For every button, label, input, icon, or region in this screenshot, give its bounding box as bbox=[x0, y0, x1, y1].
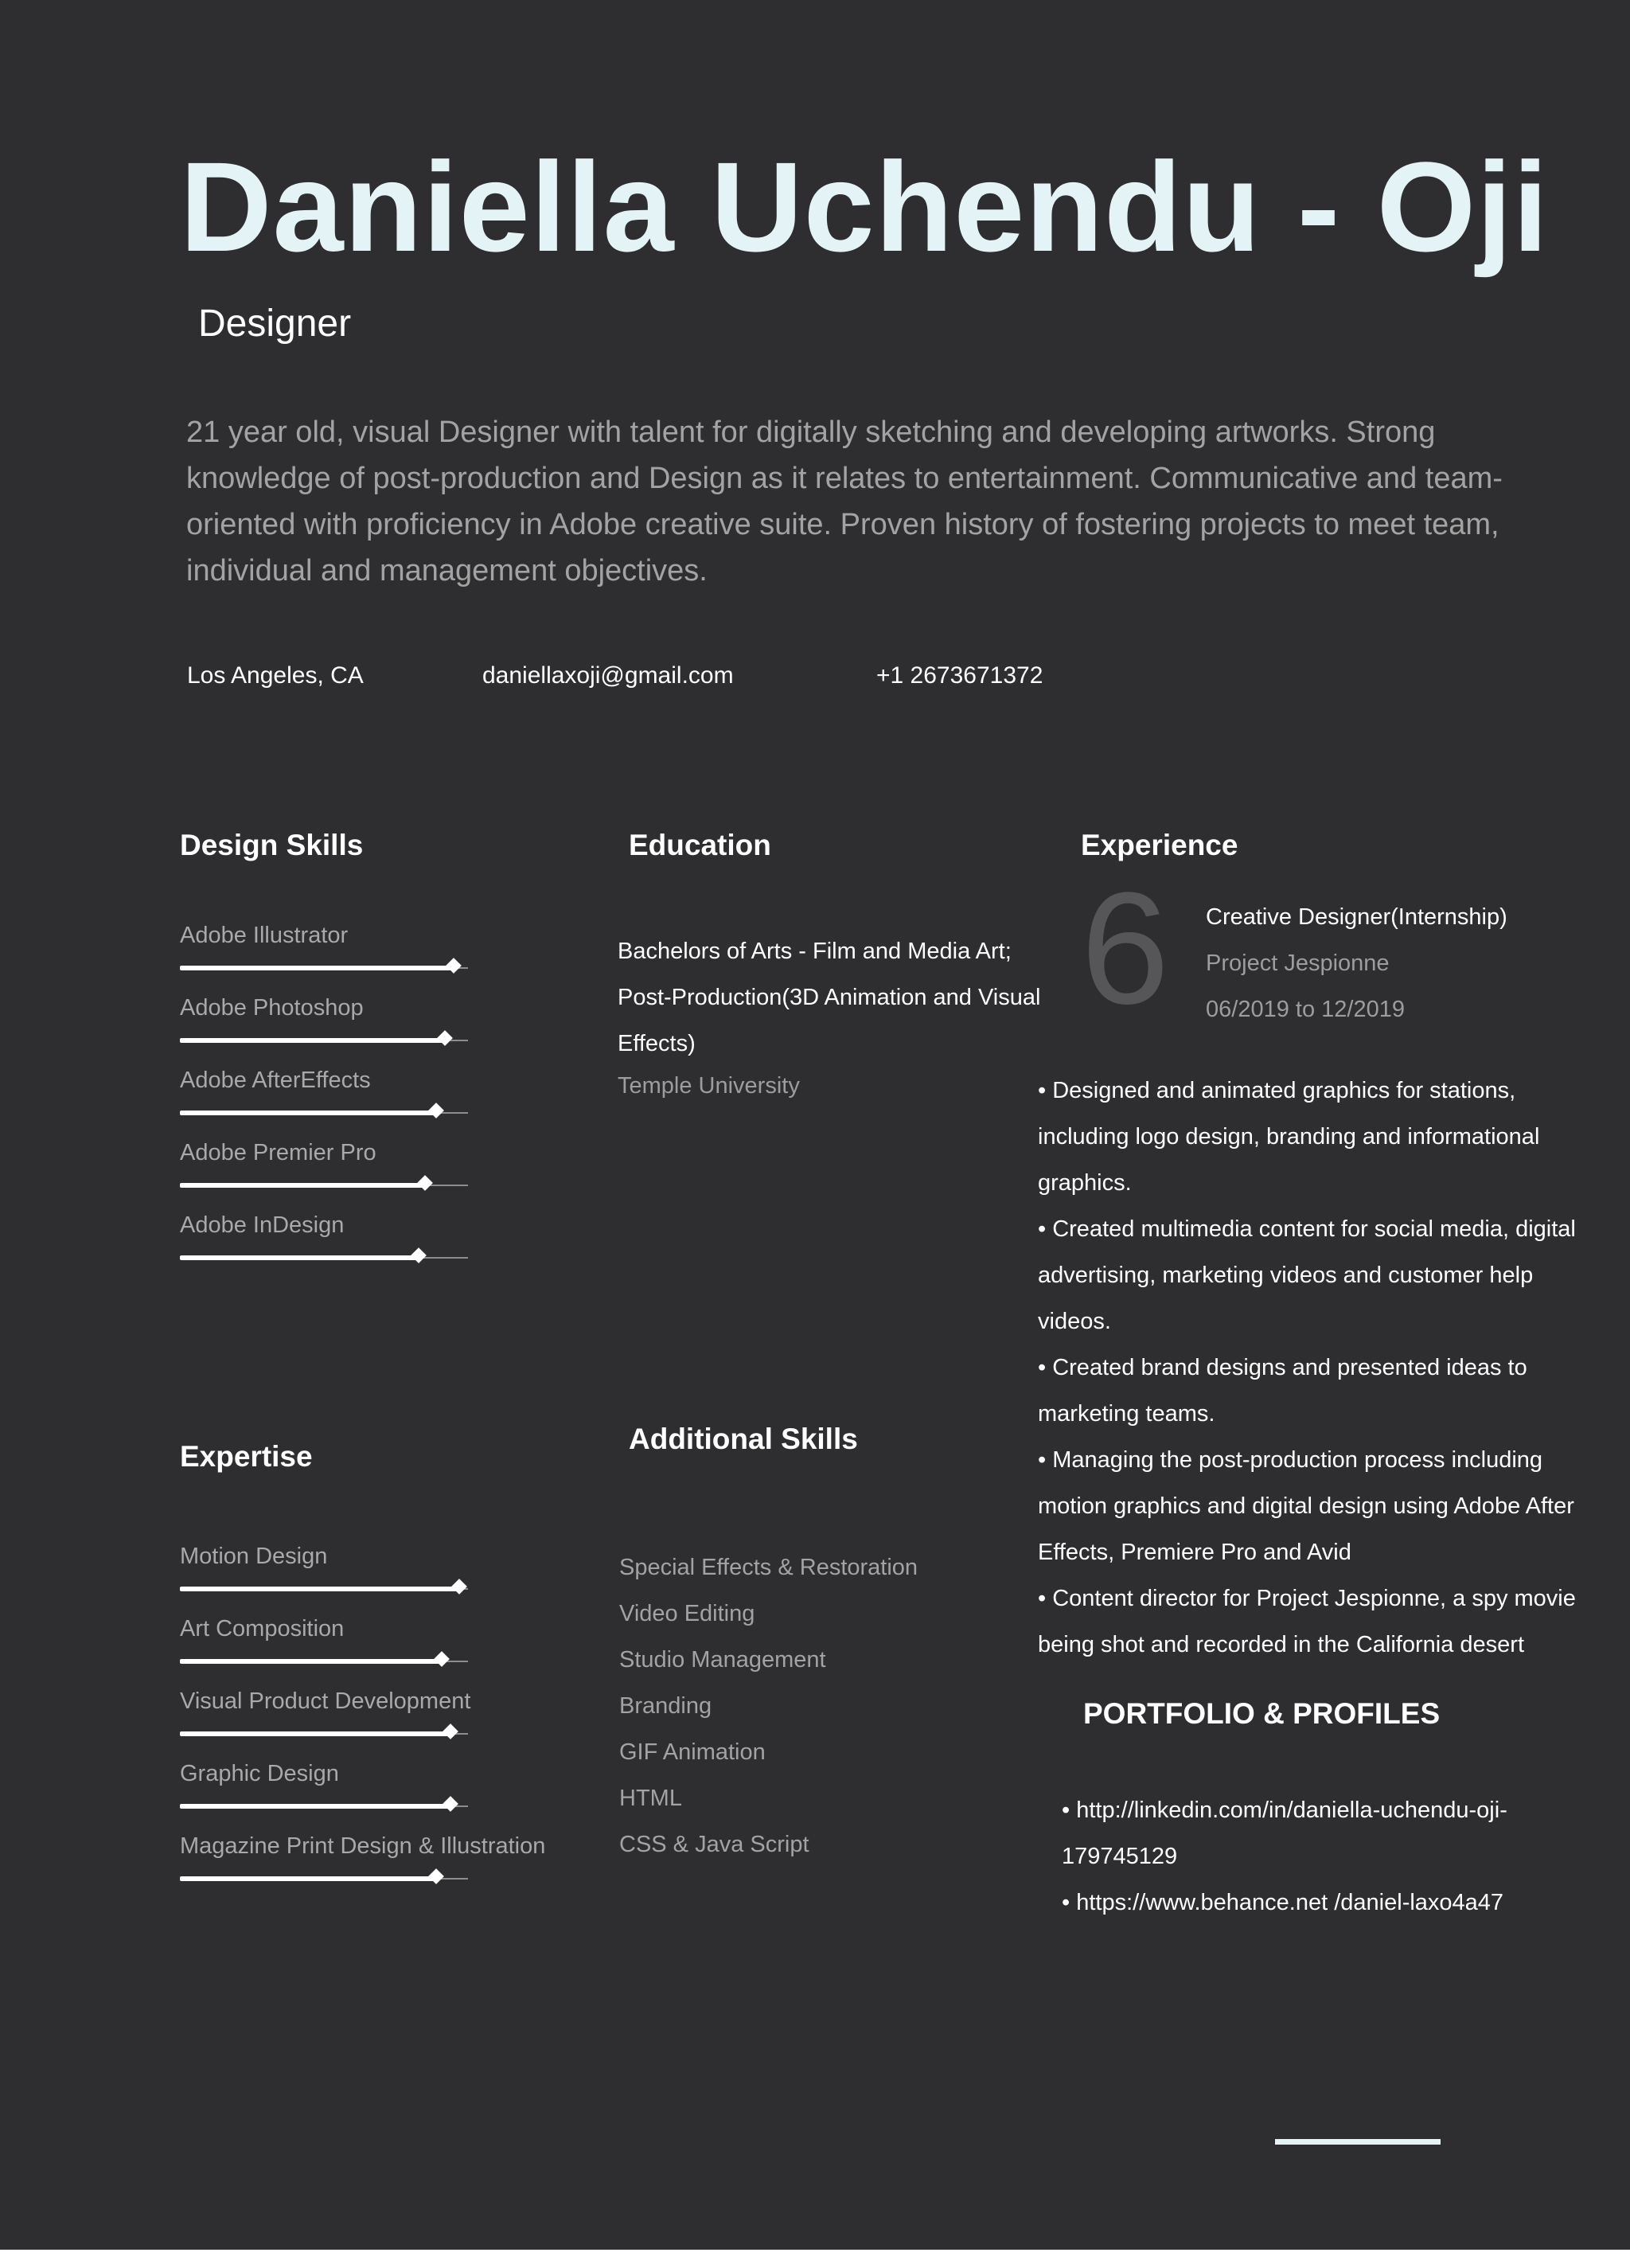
skill-item bbox=[180, 919, 498, 992]
expertise-level-bar bbox=[180, 1661, 468, 1662]
experience-job-title: Creative Designer(Internship) bbox=[1206, 904, 1507, 930]
expertise-level-marker bbox=[435, 1651, 450, 1667]
expertise-item bbox=[180, 1830, 546, 1903]
portfolio-heading: PORTFOLIO & PROFILES bbox=[1083, 1697, 1441, 1730]
additional-skills-list bbox=[619, 1544, 918, 1868]
contact-email: daniellaxoji@gmail.com bbox=[482, 662, 734, 689]
expertise-level-bar bbox=[180, 1733, 468, 1735]
skill-item bbox=[180, 1137, 498, 1209]
contact-phone: +1 2673671372 bbox=[876, 662, 1043, 689]
expertise-level-fill bbox=[180, 1587, 459, 1591]
portfolio-link-linkedin[interactable]: • http://linkedin.com/in/daniella-uchendu-oji-179745129 bbox=[1062, 1798, 1507, 1869]
skill-level-marker bbox=[437, 1030, 453, 1046]
skill-level-bar bbox=[180, 967, 468, 969]
experience-company: Project Jespionne bbox=[1206, 951, 1390, 976]
additional-skill-item: GIF Animation bbox=[619, 1739, 766, 1765]
skill-level-bar bbox=[180, 1112, 468, 1114]
expertise-level-fill bbox=[180, 1659, 442, 1664]
expertise-level-fill bbox=[180, 1731, 450, 1736]
experience-years-number: 6 bbox=[1081, 860, 1170, 1037]
skill-level-marker bbox=[411, 1247, 427, 1263]
expertise-level-marker bbox=[443, 1723, 458, 1739]
portfolio-link-list bbox=[1062, 1787, 1539, 1926]
additional-skills-heading: Additional Skills bbox=[629, 1423, 858, 1455]
skill-level-fill bbox=[180, 1255, 419, 1260]
additional-skill-item: HTML bbox=[619, 1786, 682, 1811]
experience-bullet: • Managing the post-production process including motion graphics and digital design using Adobe After Effects, Premiere Pro and Avid bbox=[1038, 1447, 1574, 1565]
skill-level-bar bbox=[180, 1040, 468, 1041]
education-degree: Bachelors of Arts - Film and Media Art; Post-Production(3D Animation and Visual Effects) bbox=[618, 939, 1041, 1056]
additional-skill-item: Video Editing bbox=[619, 1601, 755, 1626]
expertise-level-fill bbox=[180, 1876, 436, 1881]
skill-level-bar bbox=[180, 1257, 468, 1259]
skill-label: Adobe Photoshop bbox=[180, 995, 364, 1021]
skill-item bbox=[180, 992, 498, 1064]
design-skills-heading: Design Skills bbox=[180, 829, 364, 861]
expertise-level-bar bbox=[180, 1588, 468, 1590]
expertise-item bbox=[180, 1685, 498, 1758]
resume-role: Designer bbox=[198, 303, 352, 345]
skill-level-fill bbox=[180, 1111, 436, 1115]
expertise-item bbox=[180, 1758, 498, 1830]
expertise-level-fill bbox=[180, 1804, 450, 1809]
skill-item bbox=[180, 1064, 498, 1137]
contact-location: Los Angeles, CA bbox=[187, 662, 364, 689]
skill-label: Adobe Illustrator bbox=[180, 923, 349, 948]
resume-name: Daniella Uchendu - Oji bbox=[180, 135, 1550, 278]
experience-dates: 06/2019 to 12/2019 bbox=[1206, 997, 1405, 1022]
expertise-label: Visual Product Development bbox=[180, 1688, 471, 1714]
experience-heading: Experience bbox=[1081, 829, 1238, 861]
skill-label: Adobe Premier Pro bbox=[180, 1140, 376, 1165]
education-heading: Education bbox=[629, 829, 771, 861]
skill-level-fill bbox=[180, 1038, 445, 1043]
experience-bullet: • Content director for Project Jespionne, a spy movie being shot and recorded in the California desert bbox=[1038, 1586, 1576, 1657]
expertise-label: Graphic Design bbox=[180, 1761, 339, 1786]
skill-item bbox=[180, 1209, 498, 1282]
experience-bullet: • Designed and animated graphics for stations, including logo design, branding and informational graphics. bbox=[1038, 1078, 1540, 1196]
additional-skill-item: CSS & Java Script bbox=[619, 1832, 809, 1857]
expertise-level-marker bbox=[428, 1868, 444, 1884]
expertise-level-bar bbox=[180, 1878, 468, 1880]
portfolio-link-behance[interactable]: • https://www.behance.net /daniel-laxo4a47 bbox=[1062, 1890, 1504, 1915]
expertise-list bbox=[180, 1540, 546, 1903]
skill-level-marker bbox=[446, 958, 462, 974]
expertise-item bbox=[180, 1613, 498, 1685]
additional-skill-item: Branding bbox=[619, 1693, 712, 1719]
expertise-label: Art Composition bbox=[180, 1616, 345, 1641]
experience-bullet: • Created multimedia content for social media, digital advertising, marketing videos and customer help videos. bbox=[1038, 1216, 1576, 1334]
expertise-heading: Expertise bbox=[180, 1440, 313, 1473]
expertise-label: Magazine Print Design & Illustration bbox=[180, 1833, 546, 1859]
skill-label: Adobe AfterEffects bbox=[180, 1068, 371, 1093]
expertise-level-marker bbox=[443, 1796, 458, 1812]
skill-level-fill bbox=[180, 966, 454, 970]
summary-paragraph: 21 year old, visual Designer with talent for digitally sketching and developing artworks. Strong knowledge of post-production and Design as it relates to entertainment. Communicative and team-oriented with proficiency in Adobe creative suite. Proven history of fostering projects to meet team, individual and management objectives. bbox=[186, 416, 1503, 587]
expertise-level-marker bbox=[451, 1579, 467, 1595]
expertise-level-bar bbox=[180, 1805, 468, 1807]
expertise-item bbox=[180, 1540, 498, 1613]
education-school: Temple University bbox=[618, 1073, 800, 1099]
experience-bullet-list bbox=[1038, 1068, 1595, 1668]
skill-level-marker bbox=[428, 1103, 444, 1118]
skill-label: Adobe InDesign bbox=[180, 1212, 345, 1238]
skill-level-marker bbox=[417, 1175, 433, 1191]
experience-bullet: • Created brand designs and presented ideas to marketing teams. bbox=[1038, 1355, 1527, 1427]
additional-skill-item: Special Effects & Restoration bbox=[619, 1555, 918, 1580]
expertise-label: Motion Design bbox=[180, 1544, 328, 1569]
skill-level-fill bbox=[180, 1183, 425, 1188]
design-skills-list bbox=[180, 919, 498, 1282]
skill-level-bar bbox=[180, 1185, 468, 1186]
footer-accent-rule bbox=[1275, 2139, 1441, 2145]
additional-skill-item: Studio Management bbox=[619, 1647, 826, 1673]
